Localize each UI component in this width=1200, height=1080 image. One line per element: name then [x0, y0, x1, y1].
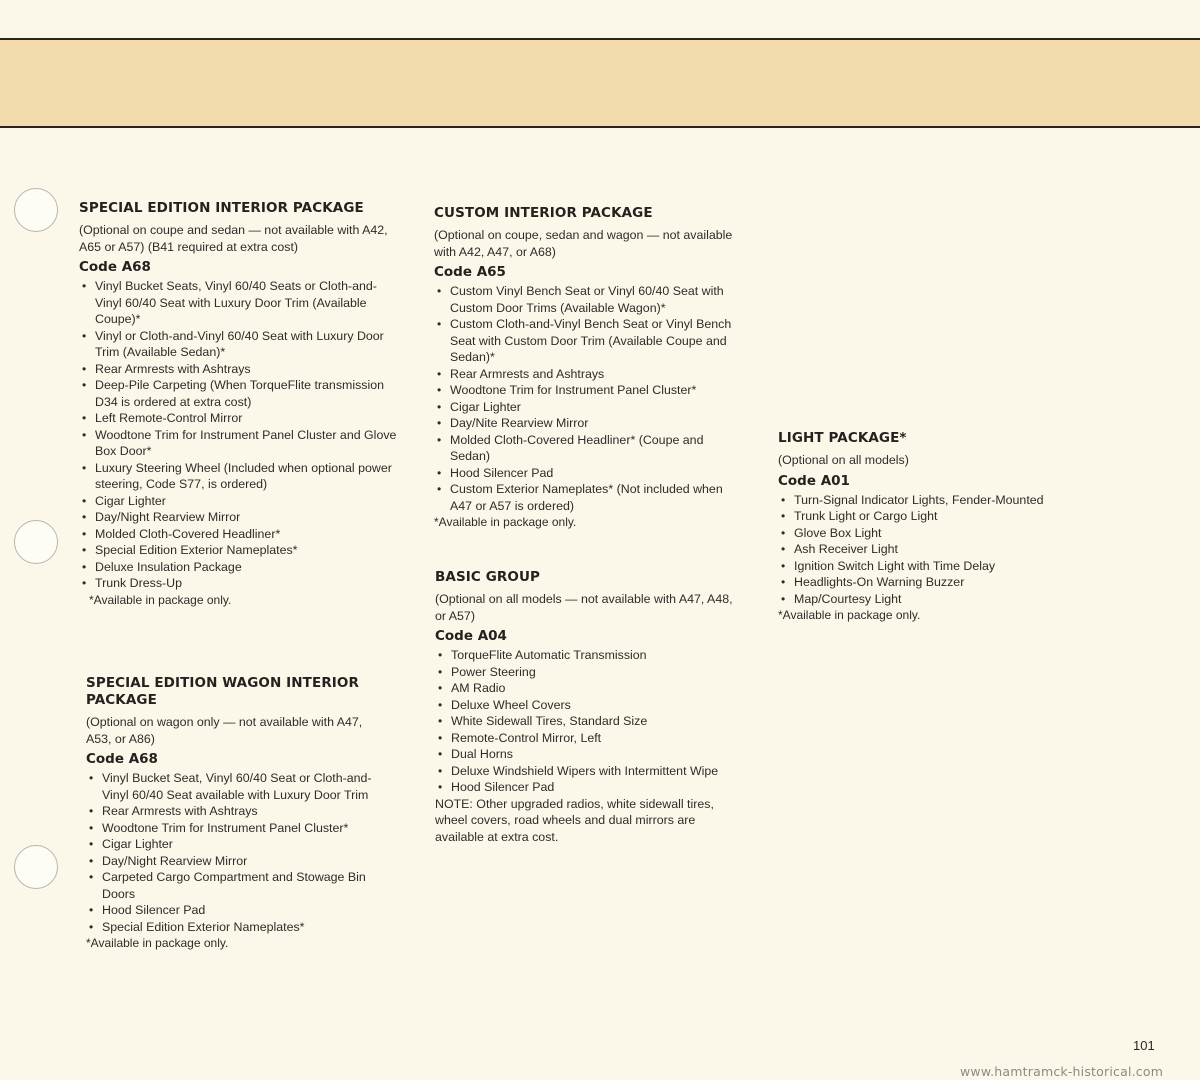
item-list [434, 283, 734, 514]
header-band [0, 40, 1200, 126]
watermark-text: www.hamtramck-historical.com [960, 1064, 1164, 1079]
footnote: *Available in package only. [89, 592, 232, 607]
list-item: • Cigar Lighter [434, 399, 734, 416]
list-item: • Hood Silencer Pad [86, 902, 386, 919]
list-item: • Molded Cloth-Covered Headliner* (Coupe and Sedan) [434, 432, 734, 465]
custom-interior-section [434, 205, 734, 531]
item-list [435, 647, 745, 796]
note-text: NOTE: Other upgraded radios, white sidewall tires, wheel covers, road wheels and dual mirrors are available at extra cost. [435, 796, 714, 844]
list-item: • Woodtone Trim for Instrument Panel Cluster and Glove Box Door* [79, 427, 399, 460]
list-item: • Dual Horns [435, 746, 745, 763]
list-item: • Custom Cloth-and-Vinyl Bench Seat or Vinyl Bench Seat with Custom Door Trim (Available Coupe and Sedan)* [434, 316, 734, 366]
list-item: • Ignition Switch Light with Time Delay [778, 558, 1078, 575]
list-item: • Vinyl or Cloth-and-Vinyl 60/40 Seat with Luxury Door Trim (Available Sedan)* [79, 328, 399, 361]
package-code: Code A04 [435, 628, 507, 644]
list-item: • Luxury Steering Wheel (Included when optional power steering, Code S77, is ordered) [79, 460, 399, 493]
item-list [778, 492, 1078, 608]
binder-hole-middle [14, 520, 58, 564]
list-item: • Special Edition Exterior Nameplates* [79, 542, 399, 559]
list-item: • TorqueFlite Automatic Transmission [435, 647, 745, 664]
list-item: • Deluxe Insulation Package [79, 559, 399, 576]
footnote: *Available in package only. [434, 515, 577, 529]
list-item: • Special Edition Exterior Nameplates* [86, 919, 386, 936]
list-item: • Cigar Lighter [79, 493, 399, 510]
basic-group-section [435, 569, 745, 845]
section-title: BASIC GROUP [435, 569, 540, 585]
list-item: • Custom Vinyl Bench Seat or Vinyl 60/40 Seat with Custom Door Trims (Available Wagon)* [434, 283, 734, 316]
section-note: (Optional on all models) [778, 453, 909, 467]
binder-hole-top [14, 188, 58, 232]
item-list [86, 770, 386, 935]
list-item: • Trunk Dress-Up [79, 575, 399, 592]
list-item: • Carpeted Cargo Compartment and Stowage Bin Doors [86, 869, 386, 902]
section-title: LIGHT PACKAGE* [778, 430, 907, 446]
list-item: • Map/Courtesy Light [778, 591, 1078, 608]
list-item: • Vinyl Bucket Seat, Vinyl 60/40 Seat or Cloth-and-Vinyl 60/40 Seat available with Luxury Door Trim [86, 770, 386, 803]
section-note: (Optional on wagon only — not available with A47, A53, or A86) [86, 715, 363, 746]
section-note: (Optional on all models — not available with A47, A48, or A57) [435, 592, 733, 623]
list-item: • Day/Nite Rearview Mirror [434, 415, 734, 432]
list-item: • Woodtone Trim for Instrument Panel Cluster* [434, 382, 734, 399]
special-edition-interior-section [79, 200, 399, 608]
list-item: • Hood Silencer Pad [434, 465, 734, 482]
package-code: Code A65 [434, 264, 506, 280]
list-item: • Cigar Lighter [86, 836, 386, 853]
package-code: Code A68 [79, 259, 151, 275]
list-item: • Turn-Signal Indicator Lights, Fender-Mounted [778, 492, 1078, 509]
list-item: • Headlights-On Warning Buzzer [778, 574, 1078, 591]
section-title: CUSTOM INTERIOR PACKAGE [434, 205, 653, 221]
package-code: Code A01 [778, 472, 850, 489]
list-item: • Trunk Light or Cargo Light [778, 508, 1078, 525]
binder-hole-bottom [14, 845, 58, 889]
page-number: 101 [1133, 1038, 1155, 1053]
list-item: • Ash Receiver Light [778, 541, 1078, 558]
list-item: • Power Steering [435, 664, 745, 681]
package-code: Code A68 [86, 751, 158, 767]
section-title: SPECIAL EDITION WAGON INTERIOR PACKAGE [86, 675, 360, 708]
list-item: • Vinyl Bucket Seats, Vinyl 60/40 Seats or Cloth-and-Vinyl 60/40 Seat with Luxury Door Trim (Available Coupe)* [79, 278, 399, 328]
list-item: • Day/Night Rearview Mirror [79, 509, 399, 526]
list-item: • Custom Exterior Nameplates* (Not included when A47 or A57 is ordered) [434, 481, 734, 514]
list-item: • Deluxe Windshield Wipers with Intermittent Wipe [435, 763, 745, 780]
list-item: • Rear Armrests and Ashtrays [434, 366, 734, 383]
list-item: • Left Remote-Control Mirror [79, 410, 399, 427]
list-item: • Rear Armrests with Ashtrays [79, 361, 399, 378]
special-edition-wagon-section [86, 675, 386, 952]
list-item: • Day/Night Rearview Mirror [86, 853, 386, 870]
list-item: • AM Radio [435, 680, 745, 697]
section-note: (Optional on coupe, sedan and wagon — not available with A42, A47, or A68) [434, 228, 733, 259]
footnote: *Available in package only. [778, 608, 921, 622]
list-item: • Molded Cloth-Covered Headliner* [79, 526, 399, 543]
list-item: • Rear Armrests with Ashtrays [86, 803, 386, 820]
list-item: • Hood Silencer Pad [435, 779, 745, 796]
list-item: • Deluxe Wheel Covers [435, 697, 745, 714]
section-title: SPECIAL EDITION INTERIOR PACKAGE [79, 200, 364, 216]
list-item: • Glove Box Light [778, 525, 1078, 542]
footnote: *Available in package only. [86, 936, 229, 950]
list-item: • Woodtone Trim for Instrument Panel Cluster* [86, 820, 386, 837]
light-package-section [778, 430, 1078, 624]
list-item: • White Sidewall Tires, Standard Size [435, 713, 745, 730]
section-note: (Optional on coupe and sedan — not available with A42, A65 or A57) (B41 required at extra cost) [79, 223, 388, 254]
list-item: • Deep-Pile Carpeting (When TorqueFlite transmission D34 is ordered at extra cost) [79, 377, 399, 410]
item-list [79, 278, 399, 592]
band-bottom-rule [0, 126, 1200, 128]
list-item: • Remote-Control Mirror, Left [435, 730, 745, 747]
